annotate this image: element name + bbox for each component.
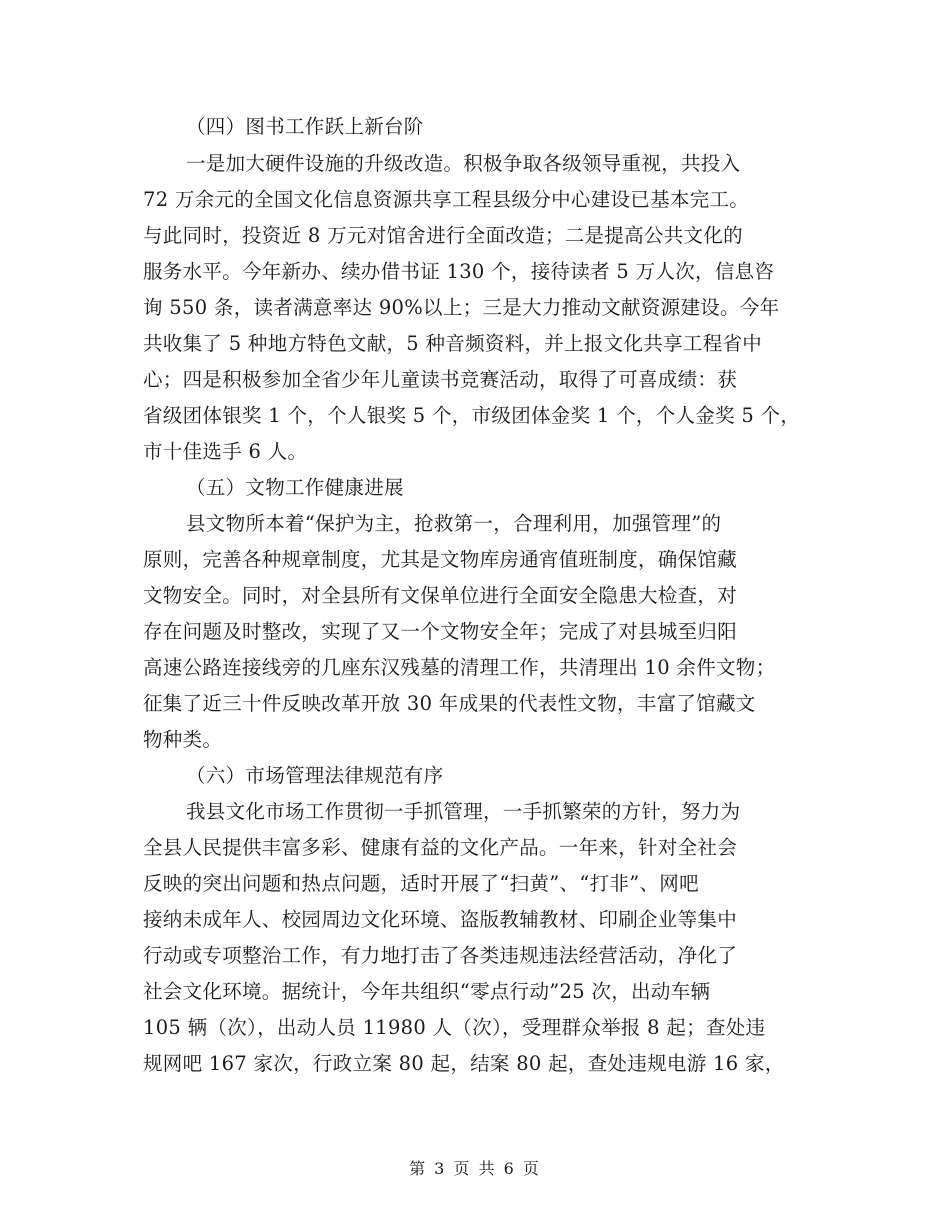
paragraph-line: 72 万余元的全国文化信息资源共享工程县级分中心建设已基本完工。 [143, 188, 750, 211]
page-footer: 第 3 页 共 6 页 [409, 1159, 541, 1178]
paragraph-line: 行动或专项整治工作，有力地打击了各类违规违法经营活动，净化了 [143, 944, 738, 967]
paragraph-line: 征集了近三十件反映改革开放 30 年成果的代表性文物，丰富了馆藏文 [143, 692, 756, 715]
section-heading-relics: （五）文物工作健康进展 [186, 476, 404, 499]
paragraph-line: 社会文化环境。据统计，今年共组织“零点行动”25 次，出动车辆 [143, 980, 711, 1003]
section-heading-library: （四）图书工作跃上新台阶 [186, 115, 424, 138]
paragraph-line: 市十佳选手 6 人。 [143, 440, 308, 463]
paragraph-line: 省级团体银奖 1 个，个人银奖 5 个，市级团体金奖 1 个，个人金奖 5 个， [143, 404, 801, 427]
paragraph-line: 县文物所本着“保护为主，抢救第一，合理利用，加强管理”的 [186, 512, 722, 535]
paragraph-line: 一是加大硬件设施的升级改造。积极争取各级领导重视，共投入 [186, 152, 741, 175]
paragraph-line: 高速公路连接线旁的几座东汉残墓的清理工作，共清理出 10 余件文物； [143, 656, 776, 679]
paragraph-line: 询 550 条，读者满意率达 90%以上；三是大力推动文献资源建设。今年 [143, 296, 780, 319]
paragraph-line: 接纳未成年人、校园周边文化环境、盗版教辅教材、印刷企业等集中 [143, 908, 738, 931]
paragraph-line: 心；四是积极参加全省少年儿童读书竞赛活动，取得了可喜成绩：获 [143, 368, 738, 391]
paragraph-line: 全县人民提供丰富多彩、健康有益的文化产品。一年来，针对全社会 [143, 836, 738, 859]
paragraph-line: 105 辆（次），出动人员 11980 人（次），受理群众举报 8 起；查处违 [143, 1016, 766, 1039]
paragraph-line: 物种类。 [143, 728, 223, 751]
paragraph-line: 原则，完善各种规章制度，尤其是文物库房通宵值班制度，确保馆藏 [143, 548, 738, 571]
paragraph-line: 规网吧 167 家次，行政立案 80 起，结案 80 起，查处违规电游 16 家， [143, 1052, 785, 1075]
paragraph-line: 我县文化市场工作贯彻一手抓管理，一手抓繁荣的方针，努力为 [186, 800, 741, 823]
paragraph-line: 反映的突出问题和热点问题，适时开展了“扫黄”、“打非”、网吧 [143, 872, 699, 895]
paragraph-line: 服务水平。今年新办、续办借书证 130 个，接待读者 5 万人次，信息咨 [143, 260, 775, 283]
paragraph-line: 文物安全。同时，对全县所有文保单位进行全面安全隐患大检查，对 [143, 584, 738, 607]
paragraph-line: 与此同时，投资近 8 万元对馆舍进行全面改造；二是提高公共文化的 [143, 224, 743, 247]
section-heading-market: （六）市场管理法律规范有序 [186, 764, 444, 787]
paragraph-line: 共收集了 5 种地方特色文献，5 种音频资料，并上报文化共享工程省中 [143, 332, 763, 355]
paragraph-line: 存在问题及时整改，实现了又一个文物安全年；完成了对县城至归阳 [143, 620, 738, 643]
